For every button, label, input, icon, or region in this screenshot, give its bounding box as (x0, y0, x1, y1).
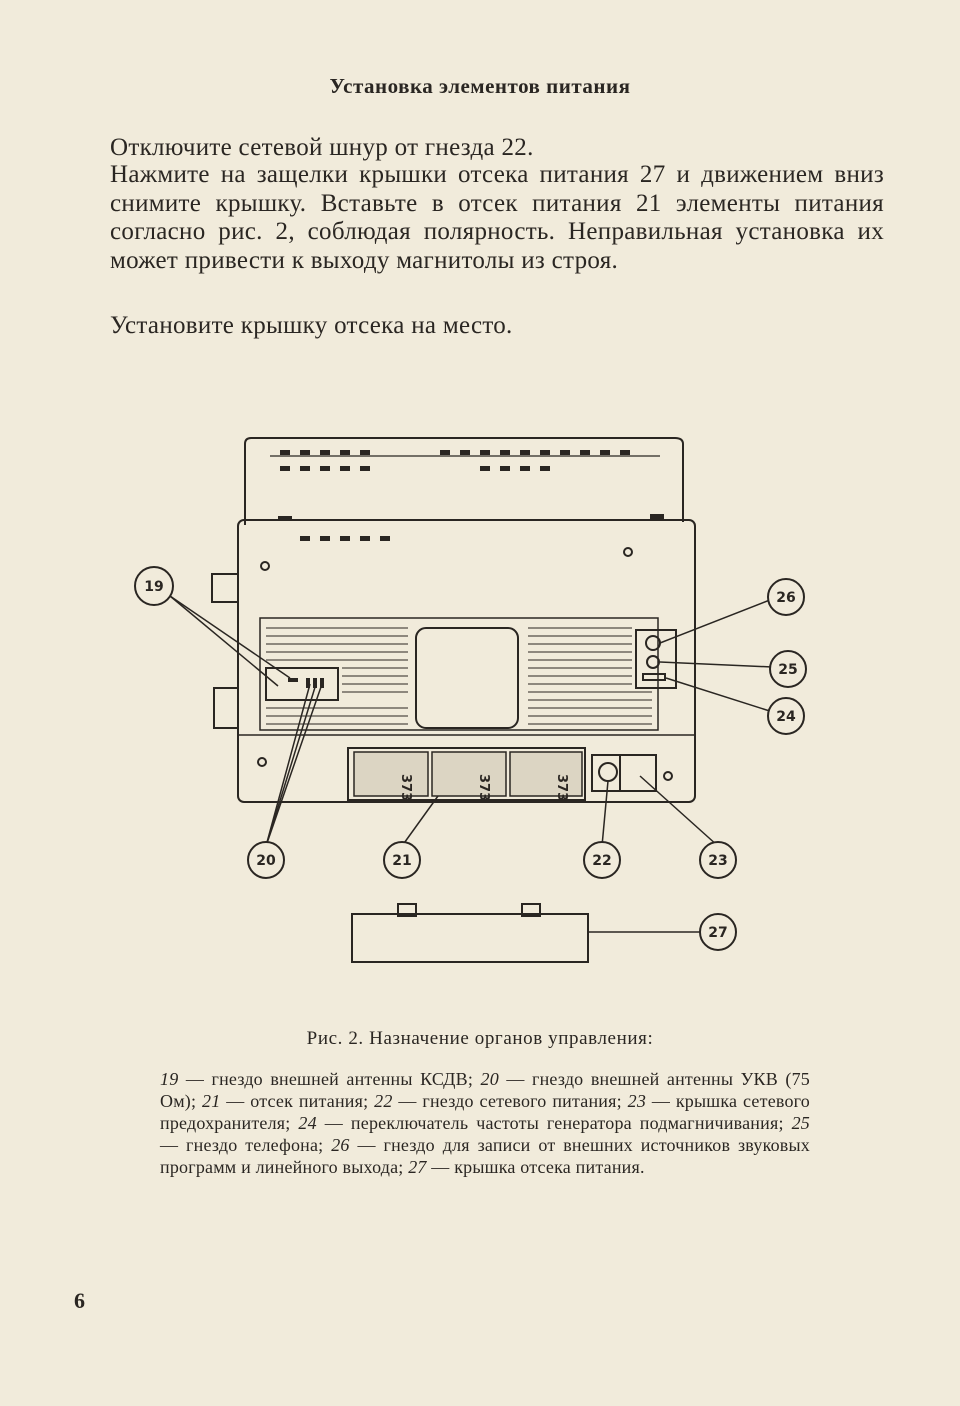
speaker-panel (260, 618, 658, 730)
legend-text: — отсек питания; (220, 1091, 375, 1111)
battery-cover (352, 914, 588, 962)
side-knob-top (212, 574, 238, 602)
legend-number: 19 (160, 1069, 179, 1089)
cassette-window (416, 628, 518, 728)
legend-text: — гнездо сетевого питания; (392, 1091, 628, 1111)
callout-23: 23 (708, 853, 728, 869)
battery-label-2: 373 (476, 774, 491, 802)
jack-block-left (266, 668, 338, 700)
battery-label-1: 373 (398, 774, 413, 802)
legend-number: 26 (331, 1135, 350, 1155)
legend-text: — гнездо внешней антенны КСДВ; (178, 1069, 481, 1089)
legend-text: — крышка отсека питания. (426, 1157, 645, 1177)
jack-25 (647, 656, 659, 668)
legend-number: 22 (374, 1091, 393, 1111)
power-socket-block (592, 755, 656, 791)
figure-caption-legend (160, 1068, 810, 1178)
power-socket (599, 763, 617, 781)
legend-text: — крышка сетевого предохранителя; (160, 1091, 810, 1133)
callout-20: 20 (256, 853, 276, 869)
callout-24: 24 (776, 709, 796, 725)
legend-number: 21 (202, 1091, 221, 1111)
legend-number: 27 (408, 1157, 427, 1177)
legend-number: 25 (791, 1113, 810, 1133)
legend-text: — переключатель частоты генератора подмагничивания; (316, 1113, 792, 1133)
legend-text: — гнездо для записи от внешних источников звуковых программ и линейного выхода; (160, 1135, 810, 1177)
callout-19: 19 (144, 579, 164, 595)
switch-24 (643, 674, 665, 680)
legend-text: — гнездо внешней антенны УКВ (75 Ом); (160, 1069, 810, 1111)
paragraph-replace-cover: Установите крышку отсека на место. (110, 312, 513, 339)
callout-21: 21 (392, 853, 412, 869)
section-heading: Установка элементов питания (329, 74, 631, 98)
page-number: 6 (74, 1288, 85, 1313)
legend-number: 23 (627, 1091, 647, 1111)
callout-27: 27 (708, 925, 728, 941)
legend-text: — гнездо телефона; (160, 1135, 332, 1155)
callout-22: 22 (592, 853, 612, 869)
legend-number: 24 (298, 1113, 317, 1133)
paragraph-unplug: Отключите сетевой шнур от гнезда 22. (110, 134, 534, 161)
callout-26: 26 (776, 590, 796, 606)
figure-control-diagram (120, 430, 840, 970)
side-knob-bottom (214, 688, 238, 728)
battery-label-3: 373 (554, 774, 569, 802)
figure-caption-title: Рис. 2. Назначение органов управления: (306, 1028, 654, 1049)
paragraph-insert-batteries: Нажмите на защелки крышки отсека питания 27 и движением вниз снимите крышку. Вставьте в отсек питания 21 элементы питания согласно рис. 2, соблюдая полярность. Неправильная установка их может привести к выходу магнитолы из строя. (110, 161, 884, 274)
legend-number: 20 (480, 1069, 499, 1089)
callout-25: 25 (778, 662, 798, 678)
